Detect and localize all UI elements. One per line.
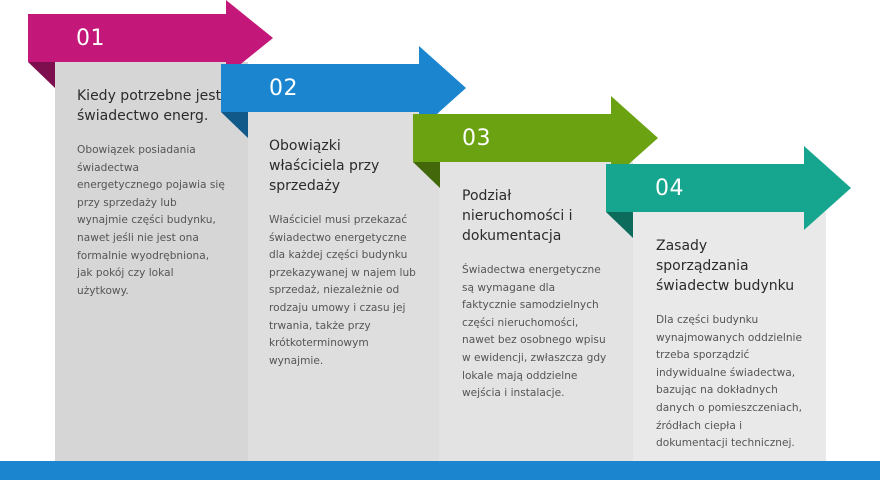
step-title-3: Podział nieruchomości i dokumentacja [462,188,573,244]
step-number-1: 01 [76,26,105,51]
step-title-4: Zasady sporządzania świadectw budynku [656,238,795,294]
arrow-fold-4 [606,212,633,238]
step-panel-1 [55,62,248,461]
arrow-fold-2 [221,112,248,138]
arrow-body-4 [606,146,851,230]
step-number-2: 02 [269,76,298,101]
step-number-4: 04 [655,176,684,201]
step-number-3: 03 [462,126,491,151]
step-title-1: Kiedy potrzebne jest świadectwo energ. [77,88,222,124]
arrow-shape-4 [606,146,856,242]
arrow-fold-3 [413,162,440,188]
step-body-2: Właściciel musi przekazać świadectwo energetyczne dla każdej części budynku przekazywanej w najem lub sprzedaż, niezależnie od rodzaju umowy i czasu jej trwania, także przy krótkoterminowym wynajmie. [269,214,416,367]
step-panel-4 [633,212,826,461]
step-title-2: Obowiązki właściciela przy sprzedaży [269,138,380,194]
step-body-3: Świadectwa energetyczne są wymagane dla faktycznie samodzielnych części nieruchomości, nawet bez osobnego wpisu w ewidencji, zwłaszcza gdy lokale mają oddzielne wejścia i instalacje. [462,264,607,400]
step-panel-2 [248,112,439,461]
step-body-1: Obowiązek posiadania świadectwa energetycznego pojawia się przy sprzedaży lub wynajmie części budynku, nawet jeśli nie jest ona formalnie wyodrębniona, jak pokój czy lokal użytkowy. [77,144,225,297]
step-panel-3 [439,162,633,461]
step-body-4: Dla części budynku wynajmowanych oddzielnie trzeba sporządzić indywidualne świadectwa, bazując na dokładnych danych o pomieszczeniach, źródłach ciepła i dokumentacji technicznej. [656,314,803,450]
step-arrow-4 [606,146,856,242]
bottom-bar [0,461,880,480]
arrow-fold-1 [28,62,55,88]
